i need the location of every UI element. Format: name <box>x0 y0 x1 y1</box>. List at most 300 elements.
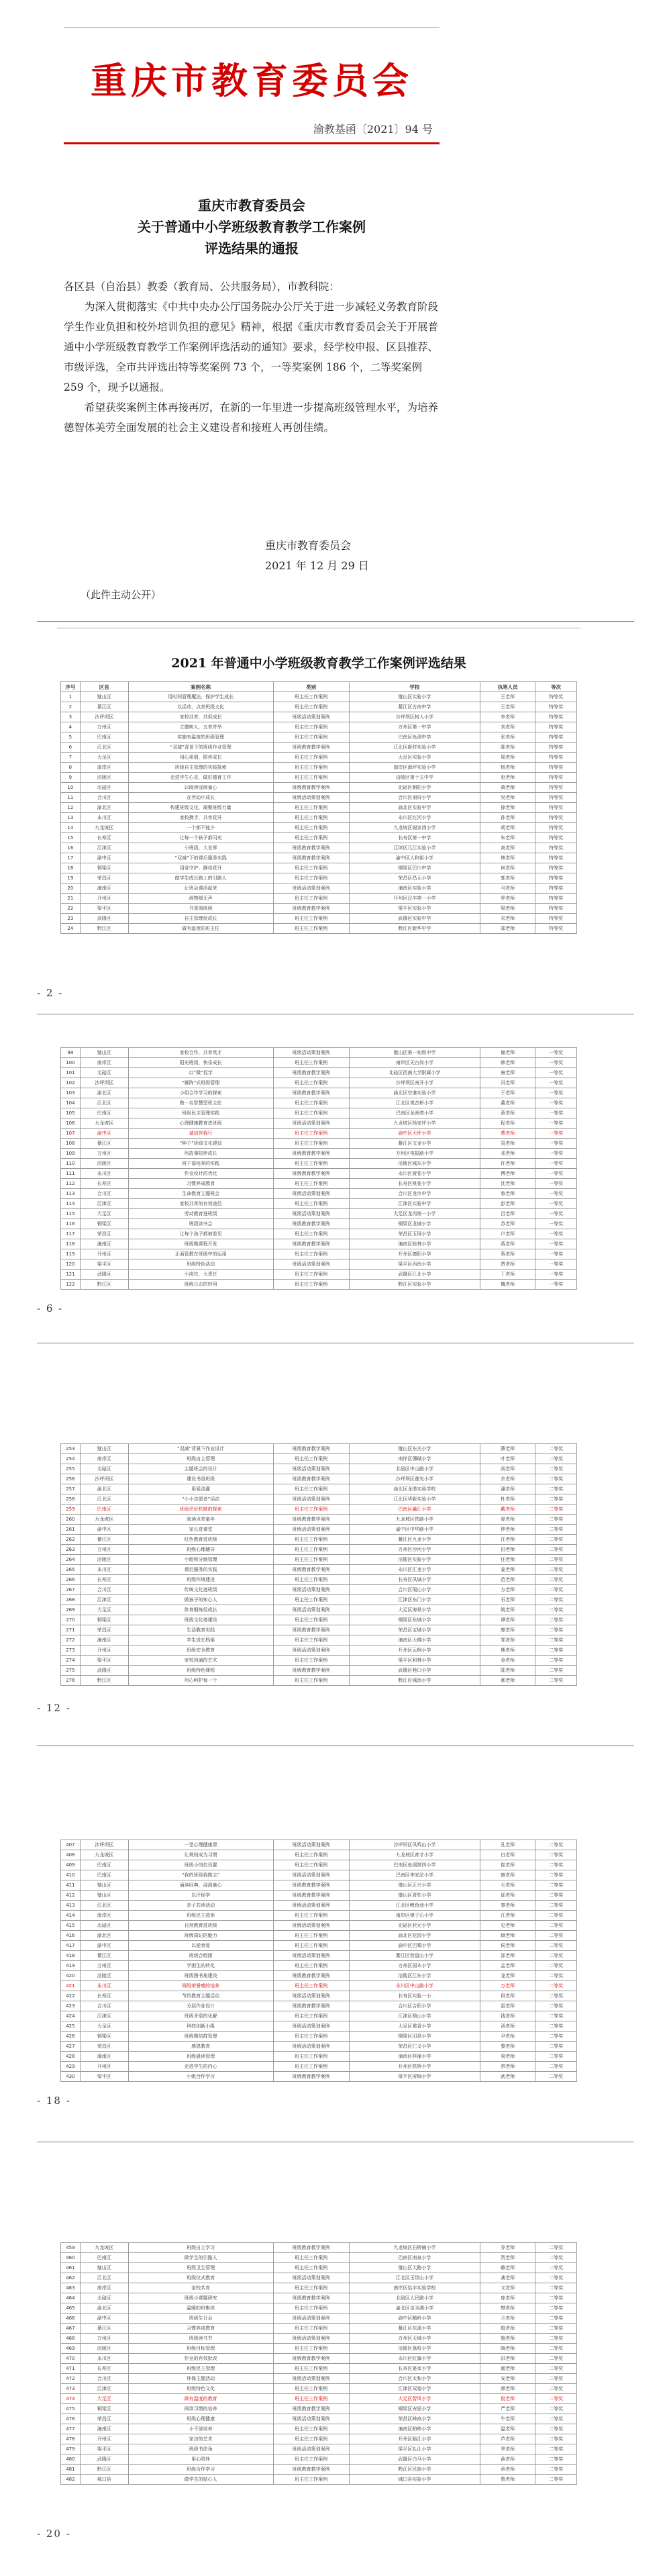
table-cell: 渝北区 <box>80 803 128 813</box>
table-cell: 贺老师 <box>480 2253 535 2263</box>
table-row <box>61 702 577 712</box>
table-cell: 班级周记的魅力 <box>128 1931 273 1941</box>
table-cell: 二等奖 <box>535 2001 577 2011</box>
table-cell: 郝老师 <box>480 1676 535 1686</box>
table-cell: 班主任工作案例 <box>273 2434 349 2444</box>
table-cell: 铜梁区 <box>80 863 128 873</box>
table-cell: 九龙坡区 <box>80 1515 128 1525</box>
table-row <box>61 1595 577 1605</box>
table-row <box>61 1444 577 1454</box>
table-cell: 温老师 <box>480 2424 535 2434</box>
table-row <box>61 753 577 763</box>
table-cell: 习惯养成教育 <box>128 2324 273 2334</box>
column-header: 序号 <box>61 682 81 692</box>
table-cell: 沙坪坝区凤鸣山小学 <box>349 1840 480 1850</box>
table-cell: 涪陵区荔枝小学 <box>349 2344 480 2354</box>
table-cell: 班级教育教学案例 <box>273 2465 349 2475</box>
table-cell: 班级活动策划案例 <box>273 1118 349 1129</box>
table-cell: 渝中区鹅岭小学 <box>349 2313 480 2324</box>
table-cell: 班级教育教学案例 <box>273 2404 349 2414</box>
table-cell: 万州区 <box>80 1545 128 1555</box>
table-cell: 万州区 <box>80 722 128 732</box>
table-cell: 411 <box>61 1880 81 1891</box>
table-cell: 班主任工作案例 <box>273 1280 349 1290</box>
table-cell: 黔江区 <box>80 2465 128 2475</box>
table-cell: 班主任工作案例 <box>273 763 349 773</box>
table-cell: 程老师 <box>480 1118 535 1129</box>
table-cell: 2 <box>61 702 81 712</box>
table-cell: 二等奖 <box>535 2424 577 2434</box>
table-cell: 二等奖 <box>535 2263 577 2273</box>
table-cell: 117 <box>61 1229 81 1239</box>
table-cell: 郑老师 <box>480 924 535 934</box>
table-cell: 用时间管理魔法，保护学生成长 <box>128 692 273 702</box>
table-cell: 合川区 <box>80 2374 128 2384</box>
table-cell: 铜梁区 <box>80 2404 128 2414</box>
table-cell: 一等奖 <box>535 1139 577 1149</box>
table-cell: 开州区临江小学 <box>349 2434 480 2444</box>
table-cell: 班主任工作案例 <box>273 1911 349 1921</box>
table-cell: 461 <box>61 2263 81 2273</box>
table-cell: 家校沟通的艺术 <box>128 1656 273 1666</box>
table-cell: 一等奖 <box>535 1159 577 1169</box>
table-cell: 季老师 <box>480 2444 535 2454</box>
table-cell: 班级教育教学案例 <box>273 843 349 853</box>
table-cell: 班级活动策划案例 <box>273 1209 349 1219</box>
table-cell: 二等奖 <box>535 1565 577 1575</box>
table-cell: 二等奖 <box>535 1575 577 1585</box>
table-row <box>61 743 577 753</box>
table-row <box>61 853 577 863</box>
table-cell: 綦江区东溪小学 <box>349 2324 480 2334</box>
cover-document <box>0 0 671 624</box>
table-cell: 班级小岗位设置 <box>128 1860 273 1870</box>
table-cell: 一等奖 <box>535 1209 577 1219</box>
table-cell: “小小志愿者”活动 <box>128 1494 273 1505</box>
table-cell: 二等奖 <box>535 1676 577 1686</box>
table-cell: 梁平区屏锦小学 <box>349 2072 480 2082</box>
table-row <box>61 1850 577 1860</box>
table-cell: 271 <box>61 1625 81 1635</box>
table-row <box>61 2243 577 2253</box>
table-cell: 生命教育主题班会 <box>128 1189 273 1199</box>
table-cell: 江津区 <box>80 2384 128 2394</box>
table-cell: 班主任工作案例 <box>273 1931 349 1941</box>
table-cell: 二等奖 <box>535 1505 577 1515</box>
table-cell: 万州区国本小学 <box>349 1961 480 1971</box>
table-cell: 江老师 <box>480 1911 535 1921</box>
table-cell: 班主任工作案例 <box>273 1545 349 1555</box>
table-cell: 翟老师 <box>480 2364 535 2374</box>
results-table <box>60 1443 577 1686</box>
table-cell: 二等奖 <box>535 2283 577 2293</box>
table-cell: 二等奖 <box>535 2303 577 2313</box>
table-cell: 做学生的引路人 <box>128 2253 273 2263</box>
table-cell: 班级教育教学案例 <box>273 1565 349 1575</box>
table-cell: 259 <box>61 1505 81 1515</box>
table-cell: 273 <box>61 1645 81 1656</box>
table-cell: 永川区中山路小学 <box>349 1981 480 1991</box>
table-cell: 巴南区融汇小学 <box>349 1505 480 1515</box>
table-cell: 小干部培养 <box>128 2424 273 2434</box>
table-cell: 立德树人，五育并举 <box>128 722 273 732</box>
table-cell: 走进学生的内心 <box>128 2062 273 2072</box>
table-cell: 470 <box>61 2354 81 2364</box>
table-cell: 润物细无声 <box>128 894 273 904</box>
table-cell: 长寿区 <box>80 1575 128 1585</box>
table-cell: 3 <box>61 712 81 722</box>
table-cell: 班级活动策划案例 <box>273 1645 349 1656</box>
table-cell: 特等奖 <box>535 803 577 813</box>
table-cell: 合川区太和小学 <box>349 2374 480 2384</box>
table-cell: 让班会课活起来 <box>128 884 273 894</box>
table-row <box>61 2354 577 2364</box>
table-cell: 万州区沙河小学 <box>349 1545 480 1555</box>
table-cell: 段老师 <box>480 1991 535 2001</box>
table-cell: 班主任工作案例 <box>273 2011 349 2021</box>
table-cell: 258 <box>61 1494 81 1505</box>
table-cell: 二等奖 <box>535 1555 577 1565</box>
table-cell: 一等奖 <box>535 1108 577 1118</box>
table-cell: 汪老师 <box>480 1535 535 1545</box>
table-cell: 班级教育教学案例 <box>273 2354 349 2364</box>
table-cell: 班级民主选举 <box>128 1911 273 1921</box>
table-cell: 二等奖 <box>535 1515 577 1525</box>
table-cell: 开州区 <box>80 1645 128 1656</box>
table-cell: 家访的艺术 <box>128 2434 273 2444</box>
table-cell: 二等奖 <box>535 2465 577 2475</box>
table-cell: 陶老师 <box>480 2344 535 2354</box>
table-cell: 邵老师 <box>480 1951 535 1961</box>
table-cell: 江北区华新实验小学 <box>349 1494 480 1505</box>
table-cell: 九龙坡区杨家坪小学 <box>349 1118 480 1129</box>
table-cell: 学困生的转化 <box>128 1961 273 1971</box>
table-cell: 特等奖 <box>535 763 577 773</box>
table-row <box>61 1901 577 1911</box>
table-cell: 二等奖 <box>535 1615 577 1625</box>
table-cell: 274 <box>61 1656 81 1666</box>
table-cell: 4 <box>61 722 81 732</box>
table-cell: 班级教育教学案例 <box>273 904 349 914</box>
table-cell: 璧山区 <box>80 692 128 702</box>
table-cell: 班主任工作案例 <box>273 1850 349 1860</box>
table-cell: 璧山区正兴小学 <box>349 1880 480 1891</box>
table-cell: 城口县实验小学 <box>349 2475 480 2485</box>
table-cell: 做学生的贴心人 <box>128 2475 273 2485</box>
table-cell: 班主任工作案例 <box>273 2032 349 2042</box>
table-cell: 贾老师 <box>480 1259 535 1270</box>
table-row <box>61 2303 577 2313</box>
table-cell: 阎老师 <box>480 1464 535 1474</box>
table-cell: 班级活动策划案例 <box>273 2374 349 2384</box>
table-cell: 409 <box>61 1860 81 1870</box>
table-cell: 班主任工作案例 <box>273 1159 349 1169</box>
table-cell: 269 <box>61 1605 81 1615</box>
table-cell: 自主管理促成长 <box>128 914 273 924</box>
table-cell: 266 <box>61 1575 81 1585</box>
table-cell: 班级活动策划案例 <box>273 1901 349 1911</box>
table-cell: “种子”班级文化建设 <box>128 1139 273 1149</box>
table-cell: 班主任工作案例 <box>273 773 349 783</box>
results-table <box>60 1840 577 2082</box>
table-cell: 安老师 <box>480 2374 535 2384</box>
table-cell: 二等奖 <box>535 1625 577 1635</box>
table-row <box>61 2394 577 2404</box>
table-cell: 二等奖 <box>535 2273 577 2283</box>
table-row <box>61 1981 577 1991</box>
table-cell: 423 <box>61 2001 81 2011</box>
page-number: - 2 - <box>37 987 64 999</box>
table-cell: 荣昌区玉屏小学 <box>349 1229 480 1239</box>
table-cell: 永川区 <box>80 1981 128 1991</box>
table-cell: 班主任工作案例 <box>273 2324 349 2334</box>
table-cell: 梁平区 <box>80 2072 128 2082</box>
table-row <box>61 2253 577 2263</box>
table-cell: 16 <box>61 843 81 853</box>
table-cell: 班主任工作案例 <box>273 1615 349 1625</box>
table-cell: 一等奖 <box>535 1189 577 1199</box>
table-cell: 九龙坡区 <box>80 1850 128 1860</box>
table-cell: 班主任工作案例 <box>273 1139 349 1149</box>
table-cell: 涪陵区 <box>80 1159 128 1169</box>
table-cell: 家校共育，共促成长 <box>128 712 273 722</box>
table-cell: “我的班级我做主” <box>128 1870 273 1880</box>
table-cell: 班主任工作案例 <box>273 823 349 833</box>
table-cell: 7 <box>61 753 81 763</box>
table-cell: 永川区 <box>80 2354 128 2364</box>
table-cell: 长寿区晏家小学 <box>349 2364 480 2374</box>
table-cell: 班级微信群管理 <box>128 2032 273 2042</box>
table-cell: 渝北区 <box>80 1931 128 1941</box>
table-row <box>61 1098 577 1108</box>
table-cell: 12 <box>61 803 81 813</box>
table-row <box>61 894 577 904</box>
table-cell: 沙坪坝区 <box>80 1474 128 1484</box>
table-row <box>61 1605 577 1615</box>
table-cell: 班级书法角 <box>128 2444 273 2454</box>
table-cell: 二等奖 <box>535 1991 577 2001</box>
table-cell: 节约教育主题活动 <box>128 1991 273 2001</box>
table-cell: 班主任工作案例 <box>273 732 349 743</box>
table-cell: 渝北区 <box>80 1088 128 1098</box>
table-cell: 班主任工作案例 <box>273 863 349 873</box>
table-cell: 长寿区实验一小 <box>349 1991 480 2001</box>
table-cell: 471 <box>61 2364 81 2374</box>
table-cell: 特等奖 <box>535 873 577 884</box>
table-cell: 班级荣誉感的培养 <box>128 1981 273 1991</box>
table-cell: 班主任工作案例 <box>273 2454 349 2465</box>
table-cell: 南岸区 <box>80 763 128 773</box>
table-cell: 263 <box>61 1545 81 1555</box>
table-cell: 做孩子的知心人 <box>128 1595 273 1605</box>
table-cell: 班主任工作案例 <box>273 1656 349 1666</box>
table-cell: 武隆区 <box>80 1270 128 1280</box>
table-cell: 璧山区 <box>80 1880 128 1891</box>
table-cell: 谢老师 <box>480 1048 535 1058</box>
table-cell: 班级民主管理实践 <box>128 1108 273 1118</box>
table-cell: 班级教育教学案例 <box>273 743 349 753</box>
table-cell: 班主任工作案例 <box>273 1505 349 1515</box>
table-row <box>61 2263 577 2273</box>
table-row <box>61 1840 577 1850</box>
table-cell: 分层作业设计 <box>128 2001 273 2011</box>
table-cell: 长寿区 <box>80 833 128 843</box>
table-cell: 铜梁区 <box>80 1615 128 1625</box>
table-cell: 彭老师 <box>480 1199 535 1209</box>
table-cell: 孙老师 <box>480 813 535 823</box>
table-cell: 洪老师 <box>480 2354 535 2364</box>
table-cell: 108 <box>61 1139 81 1149</box>
table-cell: 传统文化进班级 <box>128 1585 273 1595</box>
table-cell: 472 <box>61 2374 81 2384</box>
table-cell: 南岸区珊瑚小学 <box>349 1454 480 1464</box>
table-cell: 二等奖 <box>535 1891 577 1901</box>
table-cell: 班主任工作案例 <box>273 753 349 763</box>
title-line-2: 关于普通中小学班级教育教学工作案例 <box>138 219 366 235</box>
issue-date: 2021 年 12 月 29 日 <box>265 559 369 572</box>
table-cell: 1 <box>61 692 81 702</box>
table-cell: 班主任工作案例 <box>273 2424 349 2434</box>
table-cell: 班级教育教学案例 <box>273 2243 349 2253</box>
table-row <box>61 2384 577 2394</box>
table-row <box>61 914 577 924</box>
table-cell: 璧山区 <box>80 1444 128 1454</box>
table-cell: 二等奖 <box>535 2243 577 2253</box>
table-cell: 孔老师 <box>480 1840 535 1850</box>
table-cell: 刘老师 <box>480 722 535 732</box>
table-cell: 119 <box>61 1249 81 1259</box>
paragraph-1: 为深入贯彻落实《中共中央办公厅国务院办公厅关于进一步减轻义务教育阶段学生作业负担和校外培训负担的意见》精神，根据《重庆市教育委员会关于开展普通中小学班级教育教学工作案例评选活动的通知》要求，经学校申报、区县推荐、市级评选，全市共评选出特等奖案例 73 个，一等奖案例 186 个，二等奖案例 259 个，现予以通报。 <box>64 301 439 393</box>
table-cell: 班主任工作案例 <box>273 1058 349 1068</box>
table-cell: 九龙坡区石桥铺小学 <box>349 2243 480 2253</box>
table-cell: 一等奖 <box>535 1239 577 1249</box>
table-cell: 二等奖 <box>535 1545 577 1555</box>
table-cell: 巴南区 <box>80 1108 128 1118</box>
table-row <box>61 2042 577 2052</box>
table-cell: 罗老师 <box>480 894 535 904</box>
table-cell: 课后服务的实践 <box>128 1565 273 1575</box>
table-cell: 丁老师 <box>480 1270 535 1280</box>
table-cell: 班级教育教学案例 <box>273 2001 349 2011</box>
table-cell: 江北区观音桥小学 <box>349 1098 480 1108</box>
table-cell: 家长进课堂 <box>128 1525 273 1535</box>
table-cell: 余老师 <box>480 1474 535 1484</box>
table-cell: 江北区 <box>80 1494 128 1505</box>
table-cell: 永川区 <box>80 1565 128 1575</box>
table-cell: 班级合唱团 <box>128 1951 273 1961</box>
table-cell: 班主任工作案例 <box>273 2263 349 2273</box>
table-cell: 顾老师 <box>480 1931 535 1941</box>
table-cell: 家校共育的有效途径 <box>128 1199 273 1209</box>
table-cell: 班主任工作案例 <box>273 1484 349 1494</box>
table-cell: 105 <box>61 1108 81 1118</box>
table-cell: 以活动，点亮班级文化 <box>128 702 273 712</box>
table-cell: 二等奖 <box>535 1605 577 1615</box>
table-cell: 班级教育教学案例 <box>273 1444 349 1454</box>
table-cell: 463 <box>61 2283 81 2293</box>
table-cell: 家校携手，共育花开 <box>128 813 273 823</box>
table-cell: 13 <box>61 813 81 823</box>
table-cell: 荣昌区 <box>80 1229 128 1239</box>
table-cell: 涪陵区实验小学 <box>349 1555 480 1565</box>
table-cell: 体育锻炼促成长 <box>128 1605 273 1615</box>
table-cell: 颜老师 <box>480 2384 535 2394</box>
table-cell: 115 <box>61 1209 81 1219</box>
table-cell: 班主任工作案例 <box>273 1229 349 1239</box>
table-cell: 渝中区 <box>80 853 128 863</box>
table-cell: 116 <box>61 1219 81 1229</box>
table-cell: 班级自主管理的实践探索 <box>128 763 273 773</box>
table-cell: 金老师 <box>480 1656 535 1666</box>
table-row <box>61 2465 577 2475</box>
page-number: - 18 - <box>37 2095 71 2107</box>
table-cell: 二等奖 <box>535 2062 577 2072</box>
table-cell: 樊老师 <box>480 2303 535 2313</box>
table-cell: 潼南区 <box>80 2052 128 2062</box>
table-cell: 渝北区 <box>80 1484 128 1494</box>
table-cell: 用爱守护，静待花开 <box>128 863 273 873</box>
table-cell: 481 <box>61 2465 81 2475</box>
table-row <box>61 2475 577 2485</box>
table-row <box>61 1971 577 1981</box>
table-cell: 康老师 <box>480 1870 535 1880</box>
table-cell: 北碚区朝阳小学 <box>349 783 480 793</box>
table-cell: 二等奖 <box>535 1535 577 1545</box>
table-row <box>61 2021 577 2032</box>
table-cell: 班主任工作案例 <box>273 914 349 924</box>
table-cell: 班级活动策划案例 <box>273 1840 349 1850</box>
table-row <box>61 2454 577 2465</box>
table-cell: 巴南区 <box>80 1505 128 1515</box>
table-row <box>61 1159 577 1169</box>
table-cell: 江津区双福小学 <box>349 2384 480 2394</box>
table-cell: 南岸区怡丰实验学校 <box>349 2283 480 2293</box>
table-cell: 渝中区 <box>80 1525 128 1535</box>
table-cell: 温暖的班集体 <box>128 2303 273 2313</box>
table-cell: 钱老师 <box>480 2011 535 2021</box>
table-row <box>61 2344 577 2354</box>
table-cell: 袁老师 <box>480 1139 535 1149</box>
table-cell: 班级自主学习 <box>128 2243 273 2253</box>
column-header: 类别 <box>273 682 349 692</box>
table-cell: 大足区 <box>80 1605 128 1615</box>
table-cell: 班主任工作案例 <box>273 702 349 712</box>
table-cell: 113 <box>61 1189 81 1199</box>
table-cell: 沙坪坝区莲光小学 <box>349 1474 480 1484</box>
table-cell: 464 <box>61 2293 81 2303</box>
table-row <box>61 1870 577 1880</box>
signature: 重庆市教育委员会 <box>265 539 352 552</box>
table-cell: 赵老师 <box>480 773 535 783</box>
table-cell: 二等奖 <box>535 2444 577 2454</box>
table-row <box>61 1991 577 2001</box>
table-cell: 462 <box>61 2273 81 2283</box>
table-cell: 276 <box>61 1676 81 1686</box>
table-cell: 班主任工作案例 <box>273 2062 349 2072</box>
table-row <box>61 2424 577 2434</box>
table-cell: 467 <box>61 2324 81 2334</box>
table-cell: 6 <box>61 743 81 753</box>
table-page <box>37 1443 580 1725</box>
table-cell: 二等奖 <box>535 1444 577 1454</box>
table-cell: 二等奖 <box>535 1860 577 1870</box>
table-cell: 方老师 <box>480 1585 535 1595</box>
table-cell: 413 <box>61 1901 81 1911</box>
table-cell: 一等奖 <box>535 1259 577 1270</box>
table-cell: 璧山区东关小学 <box>349 1444 480 1454</box>
table-row <box>61 2364 577 2374</box>
table-cell: 璧山区第一初级中学 <box>349 1048 480 1058</box>
